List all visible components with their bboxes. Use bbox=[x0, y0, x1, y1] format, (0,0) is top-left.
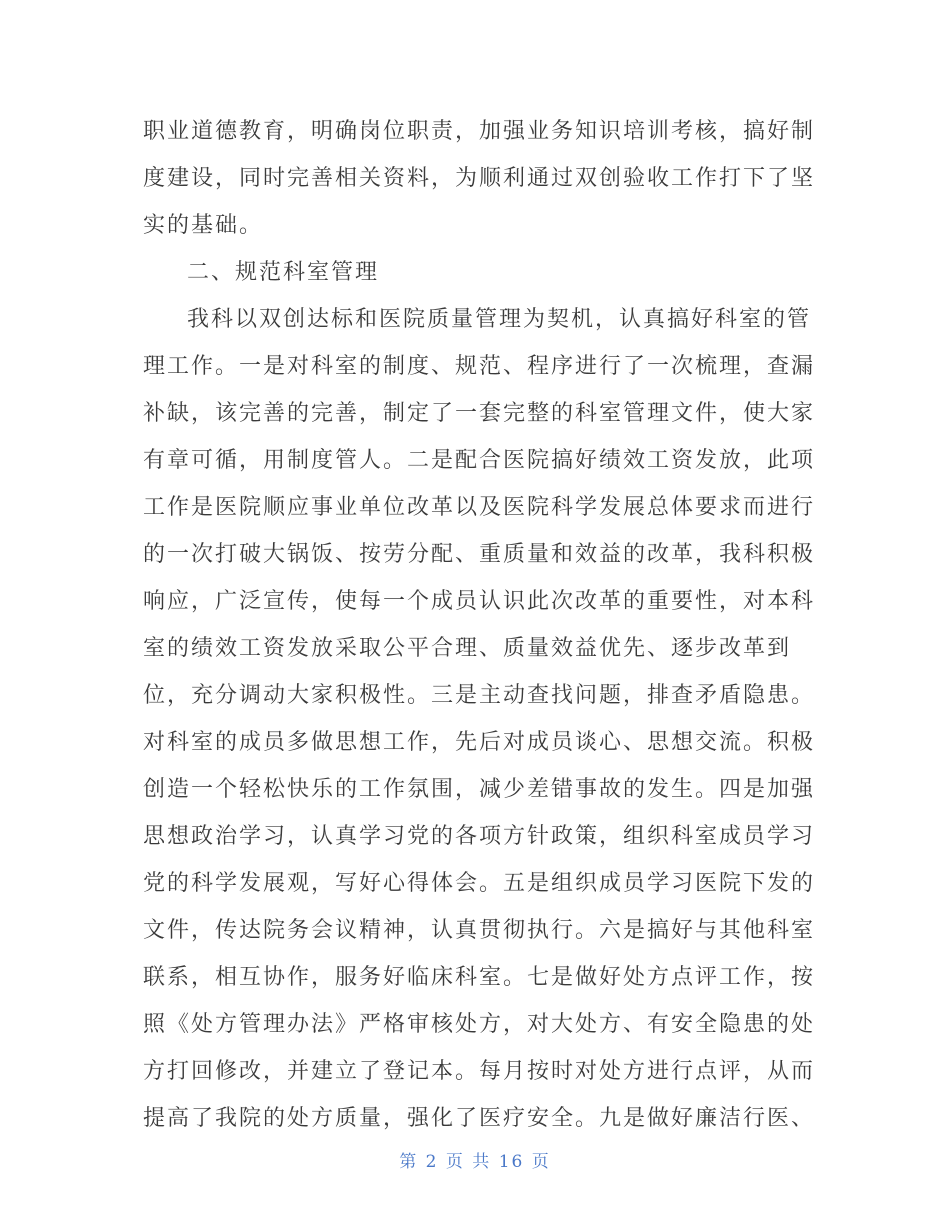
text-line: 有章可循，用制度管人。二是配合医院搞好绩效工资发放，此项 bbox=[143, 448, 816, 473]
body-text bbox=[143, 108, 816, 1142]
text-line: 党的科学发展观，写好心得体会。五是组织成员学习医院下发的 bbox=[143, 871, 816, 896]
text-line: 度建设，同时完善相关资料，为顺利通过双创验收工作打下了坚 bbox=[143, 166, 816, 191]
text-line: 提高了我院的处方质量，强化了医疗安全。九是做好廉洁行医、 bbox=[143, 1106, 816, 1131]
text-line: 方打回修改，并建立了登记本。每月按时对处方进行点评，从而 bbox=[143, 1059, 816, 1084]
text-line: 对科室的成员多做思想工作，先后对成员谈心、思想交流。积极 bbox=[143, 730, 816, 755]
text-line: 照《处方管理办法》严格审核处方，对大处方、有安全隐患的处 bbox=[143, 1012, 816, 1037]
paragraph-first-line: 我科以双创达标和医院质量管理为契机，认真搞好科室的管 bbox=[187, 307, 812, 332]
page-number: 第 2 页 共 16 页 bbox=[399, 1152, 551, 1172]
text-line: 的一次打破大锅饭、按劳分配、重质量和效益的改革，我科积极 bbox=[143, 542, 816, 567]
text-line: 文件，传达院务会议精神，认真贯彻执行。六是搞好与其他科室 bbox=[143, 918, 816, 943]
text-line: 理工作。一是对科室的制度、规范、程序进行了一次梳理，查漏 bbox=[143, 354, 816, 379]
section-heading: 二、规范科室管理 bbox=[187, 260, 380, 285]
text-line: 实的基础。 bbox=[143, 213, 264, 238]
text-line: 位，充分调动大家积极性。三是主动查找问题，排查矛盾隐患。 bbox=[143, 683, 816, 708]
text-line: 工作是医院顺应事业单位改革以及医院科学发展总体要求而进行 bbox=[143, 495, 816, 520]
text-line: 响应，广泛宣传，使每一个成员认识此次改革的重要性，对本科 bbox=[143, 589, 816, 614]
text-line: 室的绩效工资发放采取公平合理、质量效益优先、逐步改革到 bbox=[143, 636, 792, 661]
text-line: 职业道德教育，明确岗位职责，加强业务知识培训考核，搞好制 bbox=[143, 119, 816, 144]
text-line: 创造一个轻松快乐的工作氛围，减少差错事故的发生。四是加强 bbox=[143, 777, 816, 802]
text-line: 思想政治学习，认真学习党的各项方针政策，组织科室成员学习 bbox=[143, 824, 816, 849]
text-line: 联系，相互协作，服务好临床科室。七是做好处方点评工作，按 bbox=[143, 965, 816, 990]
text-line: 补缺，该完善的完善，制定了一套完整的科室管理文件，使大家 bbox=[143, 401, 816, 426]
